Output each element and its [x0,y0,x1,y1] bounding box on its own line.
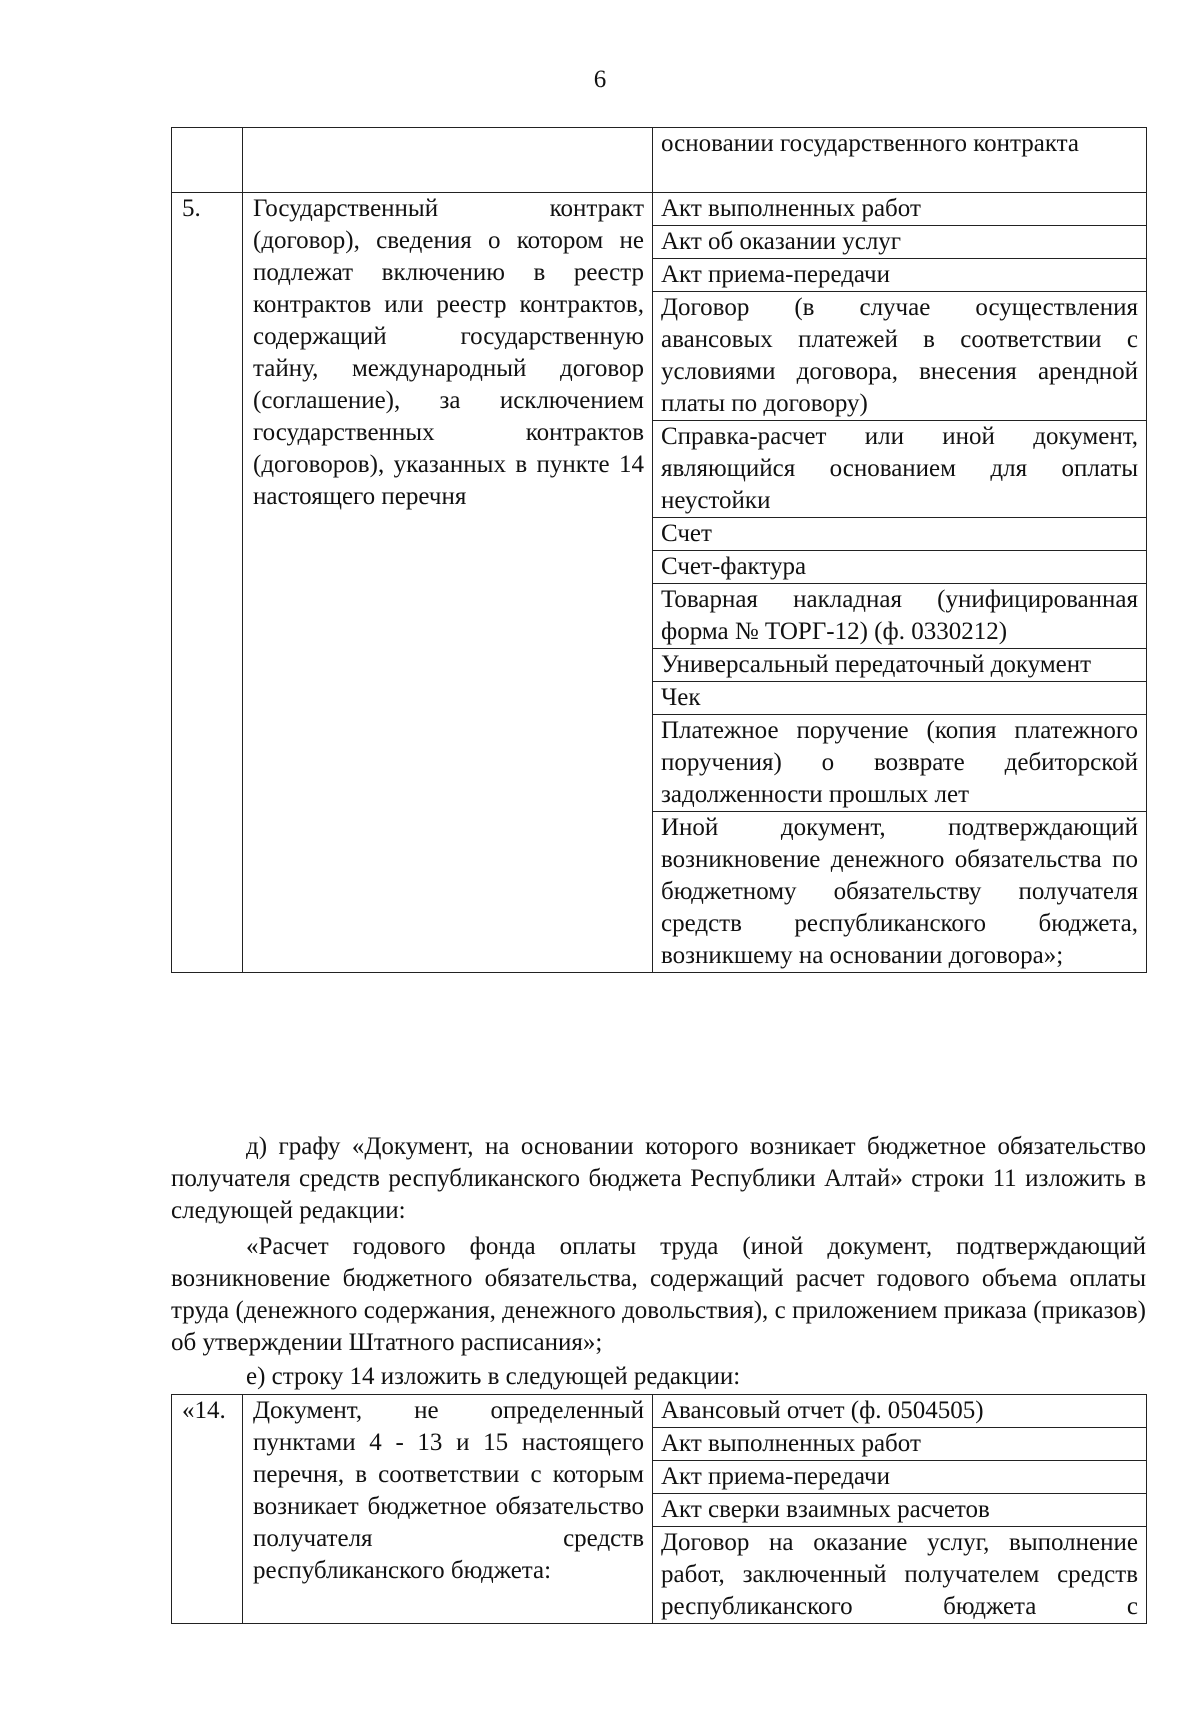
table-cell-continuation: основании государственного контракта [653,128,1147,193]
document-item: Акт об оказании услуг [653,226,1147,259]
document-item: Чек [653,682,1147,715]
paragraph-quote: «Расчет годового фонда оплаты труда (иной документ, подтверждающий возникновение бюджетного обязательства, содержащий расчет годового объема оплаты труда (денежного содержания, денежного довольствия), с приложением приказа (приказов) об утверждении Штатного расписания»; [171,1233,1146,1356]
table-cell-empty [172,128,243,193]
document-item: Авансовый отчет (ф. 0504505) [653,1395,1147,1428]
document-item: Справка-расчет или иной документ, являющийся основанием для оплаты неустойки [653,421,1147,518]
document-item: Договор (в случае осуществления авансовых платежей в соответствии с условиями договора, внесения арендной платы по договору) [653,292,1147,421]
document-item: Иной документ, подтверждающий возникновение денежного обязательства по бюджетному обязательству получателя средств республиканского бюджета, возникшему на основании договора»; [653,812,1147,973]
document-item: Акт приема-передачи [653,259,1147,292]
document-table-top [171,127,1147,973]
table-cell-empty [243,128,653,193]
table-row [172,128,1147,193]
row-description: Документ, не определенный пунктами 4 - 13 и 15 настоящего перечня, в соответствии с которым возникает бюджетное обязательство получателя средств республиканского бюджета: [243,1395,653,1624]
page-number: 6 [593,66,607,93]
document-item: Акт сверки взаимных расчетов [653,1494,1147,1527]
document-item: Счет-фактура [653,551,1147,584]
document-item: Акт выполненных работ [653,193,1147,226]
row-number: «14. [172,1395,243,1624]
document-item: Универсальный передаточный документ [653,649,1147,682]
table-row [172,193,1147,226]
document-item: Договор на оказание услуг, выполнение работ, заключенный получателем средств республиканского бюджета с [653,1527,1147,1624]
document-table-bottom [171,1394,1147,1624]
document-item: Платежное поручение (копия платежного поручения) о возврате дебиторской задолженности прошлых лет [653,715,1147,812]
document-item: Акт приема-передачи [653,1461,1147,1494]
row-description: Государственный контракт (договор), сведения о котором не подлежат включению в реестр контрактов или реестр контрактов, содержащий государственную тайну, международный договор (соглашение), за исключением государственных контрактов (договоров), указанных в пункте 14 настоящего перечня [243,193,653,973]
document-item: Акт выполненных работ [653,1428,1147,1461]
paragraph-e: е) строку 14 изложить в следующей редакции: [246,1363,741,1390]
table-row [172,1395,1147,1428]
row-number: 5. [172,193,243,973]
document-item: Товарная накладная (унифицированная форма № ТОРГ-12) (ф. 0330212) [653,584,1147,649]
paragraph-d: д) графу «Документ, на основании которого возникает бюджетное обязательство получателя средств республиканского бюджета Республики Алтай» строки 11 изложить в следующей редакции: [171,1133,1146,1224]
document-item: Счет [653,518,1147,551]
